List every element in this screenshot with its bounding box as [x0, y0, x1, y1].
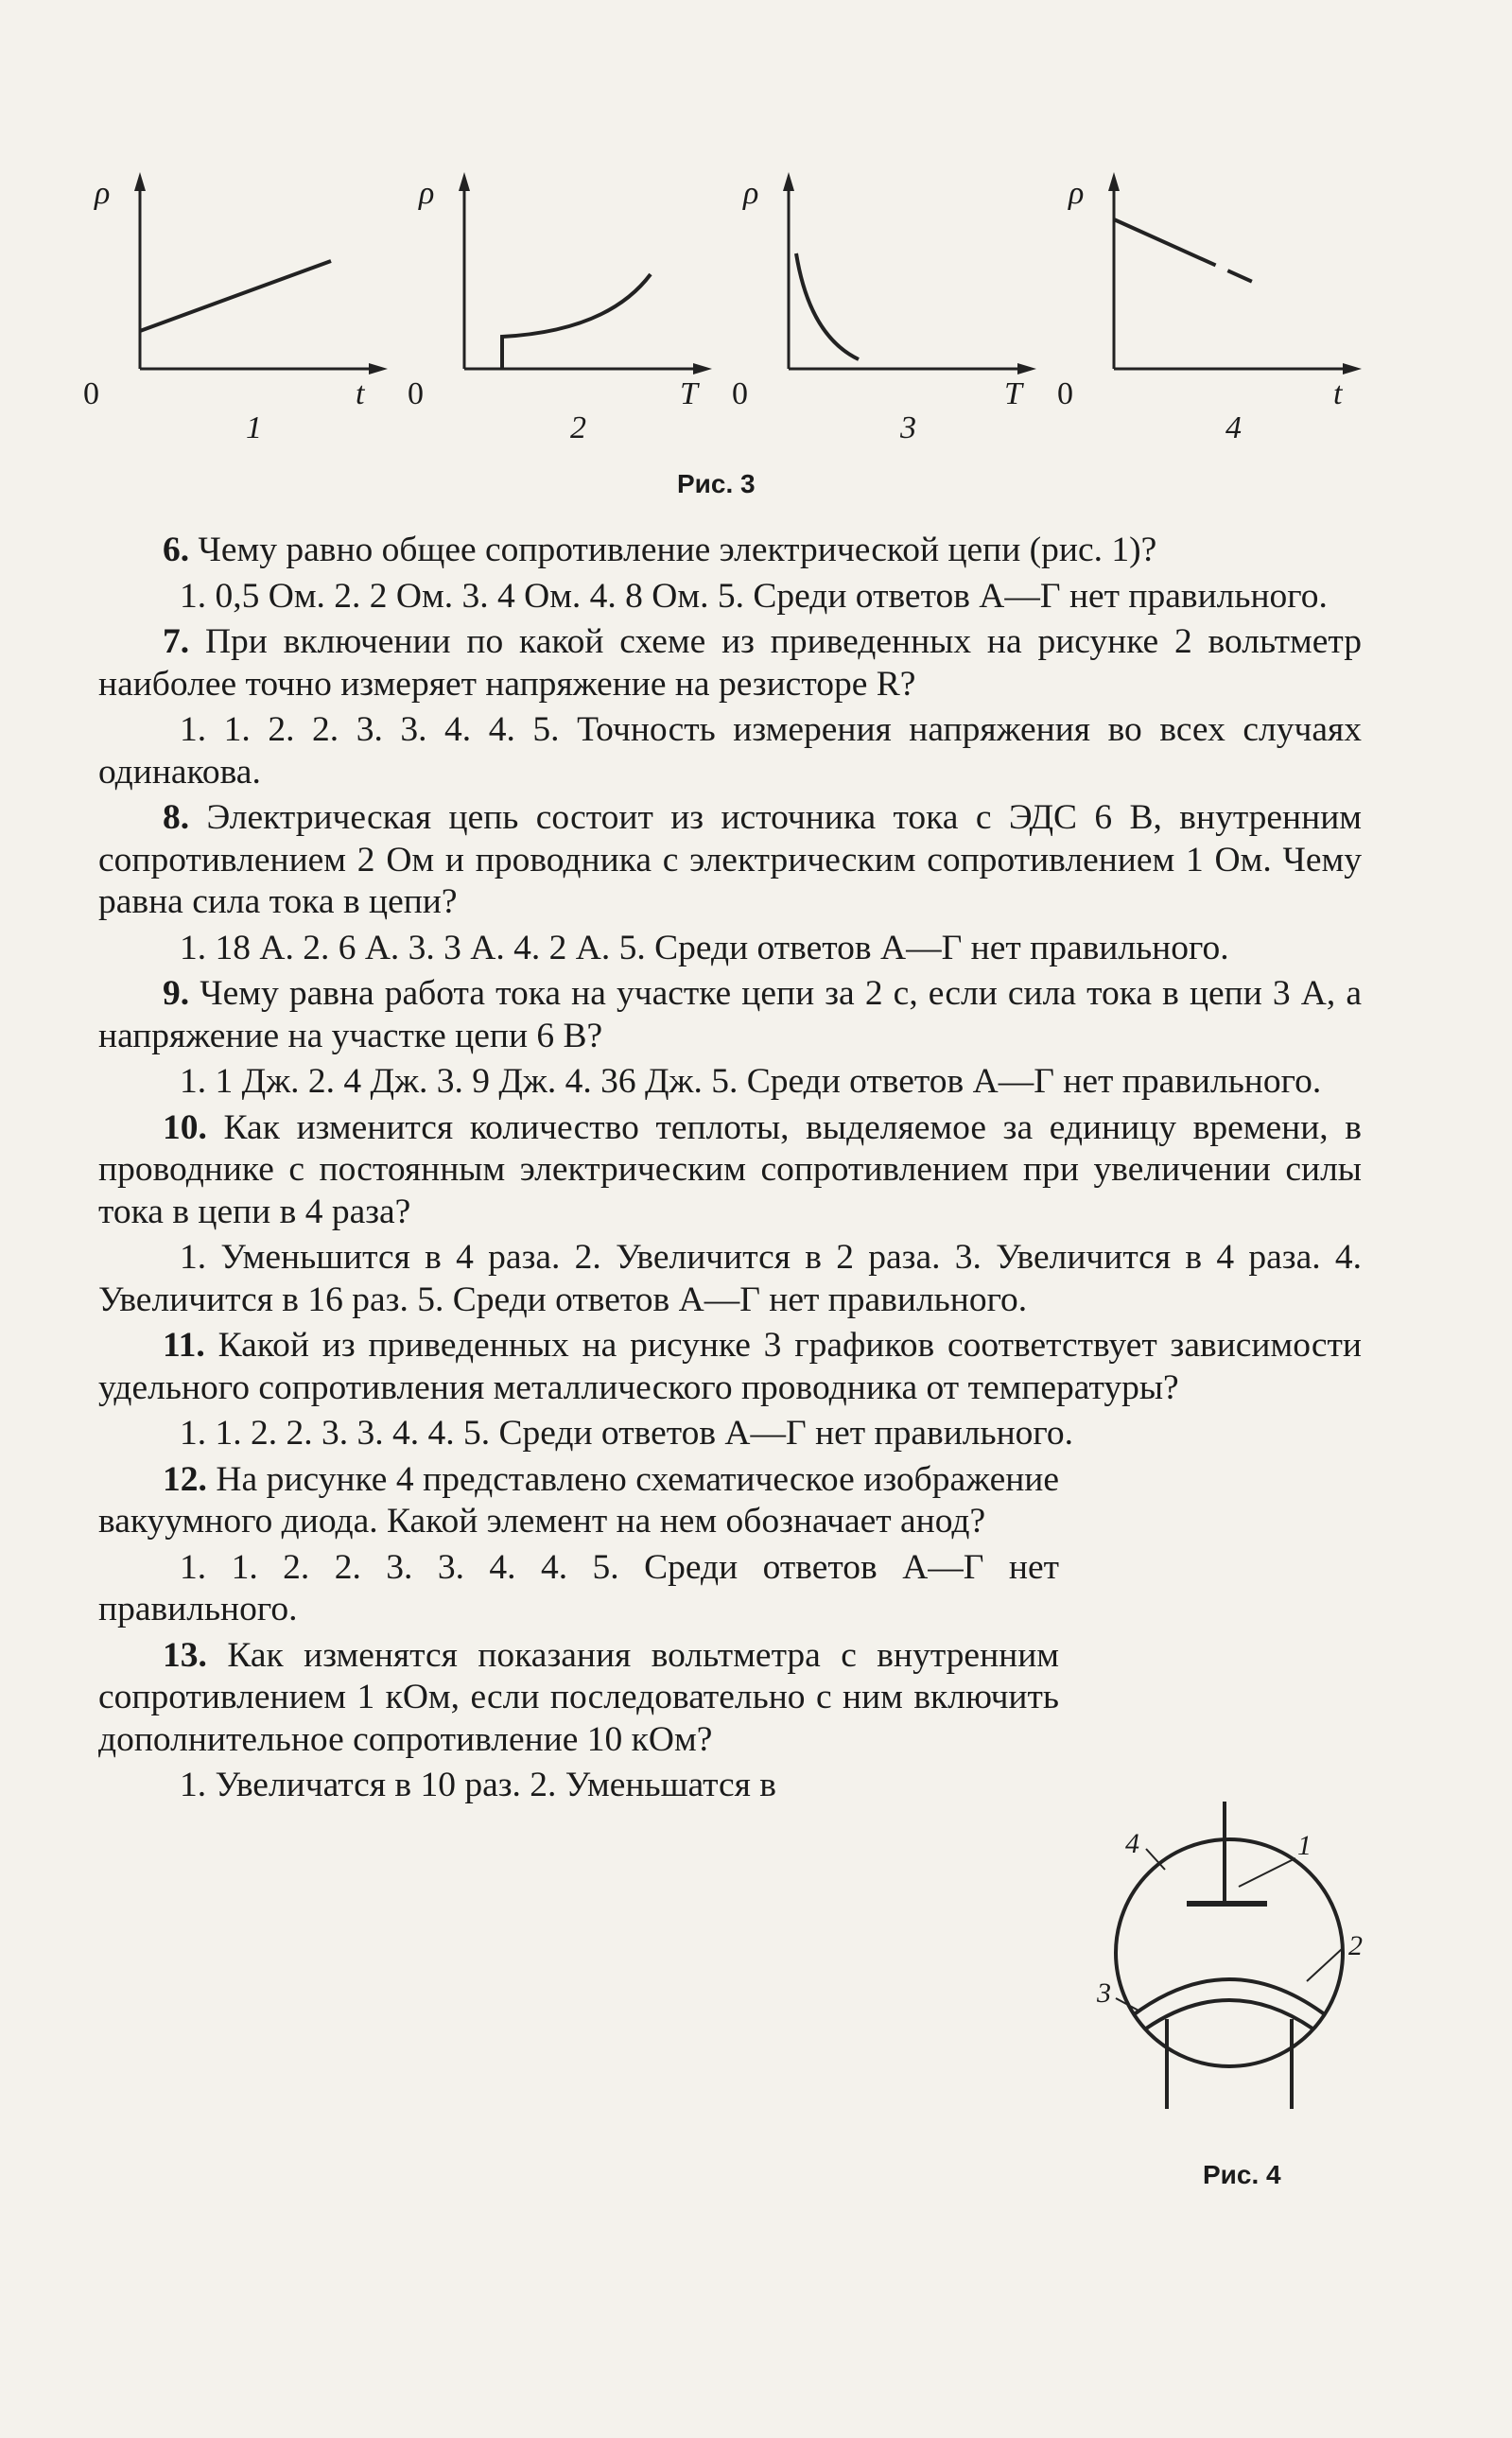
graph-4-plot [1069, 151, 1381, 378]
question-6: 6. Чему равно общее сопротивление электрической цепи (рис. 1)? [163, 531, 1157, 569]
figure-4-diode [1087, 1792, 1399, 2170]
diode-label-1: 1 [1297, 1830, 1312, 1861]
question-8: 8. Электрическая цепь состоит из источника тока с ЭДС 6 В, внутренним сопротивлением 2 Ом и проводника с электрическим сопротивлением 1 Ом. Чему равна сила тока в цепи? [98, 798, 1362, 921]
graph-3-origin: 0 [732, 376, 748, 411]
figure-4-caption: Рис. 4 [1203, 2160, 1281, 2189]
graph-3-plot [743, 151, 1055, 378]
answers-10: 1. Уменьшится в 4 раза. 2. Увеличится в 2 раза. 3. Увеличится в 4 раза. 4. Увеличится в 16 раз. 5. Среди ответов А—Г нет правильного. [98, 1238, 1362, 1319]
graph-3-ylabel: ρ [743, 176, 759, 211]
graph-2-plot [419, 151, 731, 378]
answers-13: 1. Увеличатся в 10 раз. 2. Уменьшатся в [180, 1766, 776, 1804]
graph-1 [83, 151, 407, 463]
graph-1-curve [140, 261, 331, 331]
diode-label-2: 2 [1348, 1930, 1363, 1961]
graph-1-origin: 0 [83, 376, 99, 411]
answers-11: 1. 1. 2. 2. 3. 3. 4. 4. 5. Среди ответов А—Г нет правильного. [180, 1414, 1073, 1453]
graph-4-curve [1114, 219, 1267, 288]
questions-text [98, 530, 1362, 1811]
graph-4 [1057, 151, 1381, 463]
question-9: 9. Чему равна работа тока на участке цепи за 2 с, если сила тока в цепи 3 А, а напряжение на участке цепи 6 В? [98, 974, 1362, 1055]
graph-2-ylabel: ρ [419, 176, 435, 211]
graph-4-origin: 0 [1057, 376, 1073, 411]
graph-4-number: 4 [1225, 410, 1242, 445]
graph-3-number: 3 [900, 410, 916, 445]
question-13: 13. Как изменятся показания вольтметра с внутренним сопротивлением 1 кОм, если последовательно с ним включить дополнительное сопротивление 10 кОм? [98, 1635, 1060, 1759]
answers-12: 1. 1. 2. 2. 3. 3. 4. 4. 5. Среди ответов А—Г нет правильного. [98, 1547, 1059, 1628]
graph-2-xlabel: T [680, 376, 698, 411]
answers-6: 1. 0,5 Ом. 2. 2 Ом. 3. 4 Ом. 4. 8 Ом. 5. Среди ответов А—Г нет правильного. [180, 576, 1328, 616]
graph-2-curve [502, 274, 651, 369]
question-11: 11. Какой из приведенных на рисунке 3 графиков соответствует зависимости удельного сопротивления металлического проводника от температуры? [98, 1326, 1362, 1407]
question-12: 12. На рисунке 4 представлено схематическое изображение вакуумного диода. Какой элемент на нем обозначает анод? [98, 1459, 1060, 1541]
heater-arc [1146, 2000, 1312, 2029]
figure-3-caption: Рис. 3 [677, 469, 756, 498]
graph-4-ylabel: ρ [1069, 176, 1085, 211]
graph-3 [732, 151, 1055, 463]
question-7: 7. При включении по какой схеме из приведенных на рисунке 2 вольтметр наиболее точно измеряет напряжение на резисторе R? [98, 622, 1362, 704]
glass-envelope [1116, 1839, 1343, 2066]
diode-label-4: 4 [1125, 1828, 1139, 1859]
answers-8: 1. 18 А. 2. 6 А. 3. 3 А. 4. 2 А. 5. Среди ответов А—Г нет правильного. [180, 928, 1229, 967]
diode-label-3: 3 [1097, 1977, 1111, 2009]
graph-3-curve [796, 253, 859, 359]
graph-2-origin: 0 [408, 376, 424, 411]
graph-2-number: 2 [570, 410, 586, 445]
graph-4-xlabel: t [1333, 376, 1343, 411]
figure-3-graphs [83, 151, 1381, 463]
cathode-arc [1133, 1979, 1326, 2015]
graph-1-number: 1 [246, 410, 262, 445]
graph-1-plot [95, 151, 407, 378]
answers-9: 1. 1 Дж. 2. 4 Дж. 3. 9 Дж. 4. 36 Дж. 5. Среди ответов А—Г нет правильного. [180, 1062, 1322, 1101]
graph-2 [408, 151, 731, 463]
answers-7: 1. 1. 2. 2. 3. 3. 4. 4. 5. Точность измерения напряжения во всех случаях одинакова. [98, 710, 1362, 792]
graph-1-xlabel: t [356, 376, 365, 411]
graph-1-ylabel: ρ [95, 176, 111, 211]
question-10: 10. Как изменится количество теплоты, выделяемое за единицу времени, в проводнике с постоянным электрическим сопротивлением при увеличении силы тока в цепи в 4 раза? [98, 1107, 1363, 1231]
graph-3-xlabel: T [1004, 376, 1022, 411]
